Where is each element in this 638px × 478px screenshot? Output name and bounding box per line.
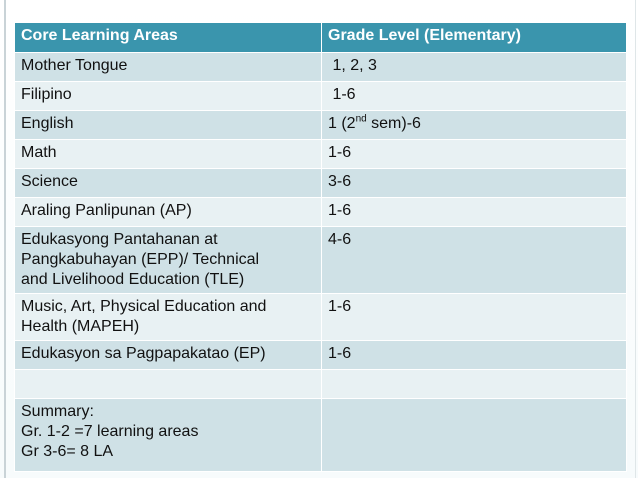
header-core-learning-areas: Core Learning Areas <box>15 23 322 53</box>
table-row <box>15 227 627 294</box>
learning-areas-table <box>14 22 627 472</box>
area-line: Music, Art, Physical Education and <box>21 298 267 315</box>
table-row <box>15 111 627 140</box>
table-row <box>15 82 627 111</box>
grade-suffix: sem)-6 <box>366 115 421 132</box>
table-row <box>15 53 627 82</box>
grade-cell: 1-6 <box>322 294 627 341</box>
grade-cell: 3-6 <box>322 169 627 198</box>
area-cell: Filipino <box>15 82 322 111</box>
grade-cell: 1-6 <box>322 198 627 227</box>
table-header-row <box>15 23 627 53</box>
summary-line: Gr 3-6= 8 LA <box>21 443 114 460</box>
area-cell: Araling Panlipunan (AP) <box>15 198 322 227</box>
table-row <box>15 198 627 227</box>
grade-cell <box>322 370 627 399</box>
grade-cell: 4-6 <box>322 227 627 294</box>
right-divider <box>635 0 636 478</box>
header-grade-level: Grade Level (Elementary) <box>322 23 627 53</box>
area-cell <box>15 370 322 399</box>
area-cell: Mother Tongue <box>15 53 322 82</box>
area-cell: Math <box>15 140 322 169</box>
area-line: Pangkabuhayan (EPP)/ Technical <box>21 251 260 268</box>
summary-row <box>15 399 627 472</box>
grade-prefix: 1 (2 <box>328 115 356 132</box>
grade-cell: 1-6 <box>322 140 627 169</box>
area-cell: Edukasyon sa Pagpapakatao (EP) <box>15 341 322 370</box>
area-line: Edukasyong Pantahanan at <box>21 231 218 248</box>
summary-grade-cell <box>322 399 627 472</box>
table-row <box>15 169 627 198</box>
area-cell <box>15 294 322 341</box>
grade-cell <box>322 111 627 140</box>
grade-cell: 1, 2, 3 <box>322 53 627 82</box>
area-line: and Livelihood Education (TLE) <box>21 271 245 288</box>
area-cell: Science <box>15 169 322 198</box>
area-cell: English <box>15 111 322 140</box>
table-row <box>15 294 627 341</box>
grade-cell: 1-6 <box>322 341 627 370</box>
summary-cell <box>15 399 322 472</box>
area-line: Health (MAPEH) <box>21 318 140 335</box>
table-row-empty <box>15 370 627 399</box>
left-divider <box>4 0 6 478</box>
table-row <box>15 341 627 370</box>
summary-line: Gr. 1-2 =7 learning areas <box>21 423 199 440</box>
grade-superscript: nd <box>355 113 367 125</box>
table-row <box>15 140 627 169</box>
area-cell <box>15 227 322 294</box>
summary-line: Summary: <box>21 403 94 420</box>
grade-cell: 1-6 <box>322 82 627 111</box>
